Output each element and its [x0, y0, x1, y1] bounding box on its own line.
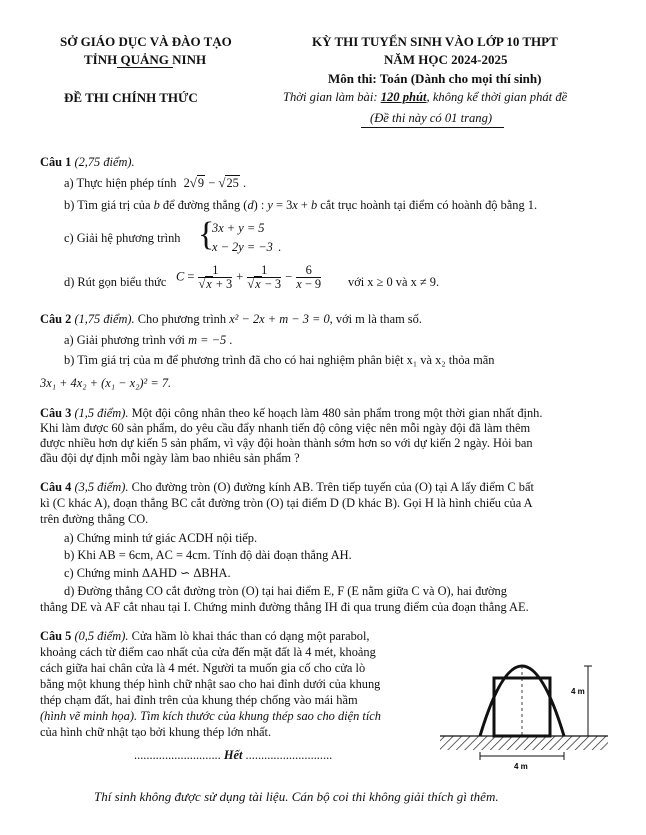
school-year: NĂM HỌC 2024-2025	[384, 52, 508, 67]
q5-line2: khoảng cách từ điểm cao nhất của cửa đến mặt đất là 4 mét, khoảng	[40, 645, 376, 659]
q2-part-a: a) Giải phương trình với m = −5 .	[64, 333, 233, 347]
exam-title: KỲ THI TUYỂN SINH VÀO LỚP 10 THPT	[312, 34, 558, 49]
q2-part-b: b) Tìm giá trị của m để phương trình đã cho có hai nghiệm phân biệt x₁ và x₂ thỏa mãn	[64, 353, 495, 367]
q5-line3: cách giữa hai chân cửa là 4 mét. Người ta muốn gia cố cho cửa lò	[40, 661, 366, 675]
official-label: ĐỀ THI CHÍNH THỨC	[64, 90, 198, 105]
q1-heading: Câu 1 (2,75 điểm).	[40, 155, 135, 169]
q4-part-b: b) Khi AB = 6cm, AC = 4cm. Tính độ dài đoạn thẳng AH.	[64, 548, 352, 562]
q1-part-c-label: c) Giải hệ phương trình	[64, 231, 181, 245]
q4-line1: Câu 4 (3,5 điểm). Cho đường tròn (O) đường kính AB. Trên tiếp tuyến của (O) tại A lấy điểm C bất	[40, 480, 534, 494]
q1-d-expression: C = $\frac{1}{√x + 3}$ + $\frac{1}{√x - 3}$ − $\frac{6}{x - 9}$	[176, 263, 322, 291]
height-label: 4 m	[571, 687, 585, 696]
province-name: TỈNH QUẢNG NINH	[84, 52, 207, 67]
q3-line3: được nhiều hơn dự kiến 5 sản phẩm, vì vậy đội hoàn thành sớm hơn so với dự kiến 2 ngày. Hỏi ban	[40, 436, 533, 450]
width-label: 4 m	[514, 762, 528, 771]
mine-entrance-figure	[440, 630, 608, 772]
q1-part-b: b) Tìm giá trị của b để đường thẳng (d) : y = 3x + b cắt trục hoành tại điểm có hoành độ bằng 1.	[64, 198, 538, 212]
header-underline	[117, 67, 173, 68]
pages-underline	[361, 127, 504, 128]
q2-b-condition: 3x₁ + 4x₂ + (x₁ − x₂)² = 7.	[40, 376, 172, 390]
q1-c-eq2: x − 2y = −3	[212, 240, 273, 254]
q3-line2: Khi làm được 60 sản phẩm, do yêu cầu đẩy nhanh tiến độ công việc nên mỗi ngày đội đã làm thêm	[40, 421, 531, 435]
q5-line6: (hình vẽ minh họa). Tìm kích thước của khung thép sao cho diện tích	[40, 709, 381, 723]
time-line: Thời gian làm bài: 120 phút, không kể thời gian phát đề	[283, 90, 568, 104]
q5-line4: bằng một khung thép hình chữ nhật sao cho hai đỉnh dưới của khung	[40, 677, 381, 691]
footer-note: Thí sinh không được sử dụng tài liệu. Cán bộ coi thi không giải thích gì thêm.	[94, 789, 499, 804]
q1-c-eq1: 3x + y = 5	[212, 221, 265, 235]
department-name: SỞ GIÁO DỤC VÀ ĐÀO TẠO	[60, 34, 232, 49]
q4-line3: trên đường thẳng CO.	[40, 512, 149, 526]
q1-d-condition: với x ≥ 0 và x ≠ 9.	[348, 275, 440, 289]
q4-part-d-line2: thẳng DE và AF cắt nhau tại I. Chứng minh đường thẳng IH đi qua trung điểm của đoạn thẳng AE.	[40, 600, 529, 614]
q1-part-a: a) Thực hiện phép tính 2√9 − √25 .	[64, 175, 247, 190]
q1-c-period: .	[278, 240, 282, 254]
pages-note: (Đề thi này có 01 trang)	[370, 111, 493, 125]
end-marker: ............................ Hết ............................	[134, 748, 333, 762]
system-brace: {	[198, 216, 215, 253]
q4-part-a: a) Chứng minh tứ giác ACDH nội tiếp.	[64, 531, 258, 545]
q3-line1: Câu 3 (1,5 điểm). Một đội công nhân theo kế hoạch làm 480 sản phẩm trong một thời gian nhất định.	[40, 406, 543, 420]
q1-part-d-label: d) Rút gọn biểu thức	[64, 275, 167, 289]
q2-heading: Câu 2 (1,75 điểm). Cho phương trình x² − 2x + m − 3 = 0, với m là tham số.	[40, 312, 422, 326]
q5-line5: thép chạm đất, hai đỉnh trên của khung thép chống vào mái hầm	[40, 693, 358, 707]
q4-part-c: c) Chứng minh ΔAHD ∽ ΔBHA.	[64, 566, 231, 580]
q5-line7: của hình chữ nhật tạo bởi khung thép lớn nhất.	[40, 725, 272, 739]
ground-hatching	[440, 736, 608, 750]
q4-line2: kì (C khác A), đoạn thẳng BC cắt đường tròn (O) tại điểm D (D khác B). Gọi H là hình chiếu của A	[40, 496, 533, 510]
q5-line1: Câu 5 (0,5 điểm). Cửa hầm lò khai thác than có dạng một parabol,	[40, 629, 370, 643]
q3-line4: đầu đội dự định mỗi ngày làm bao nhiêu sản phẩm ?	[40, 451, 300, 465]
subject-line: Môn thi: Toán (Dành cho mọi thí sinh)	[328, 71, 542, 86]
q4-part-d-line1: d) Đường thẳng CO cắt đường tròn (O) tại hai điểm E, F (E nằm giữa C và O), hai đường	[64, 584, 507, 598]
